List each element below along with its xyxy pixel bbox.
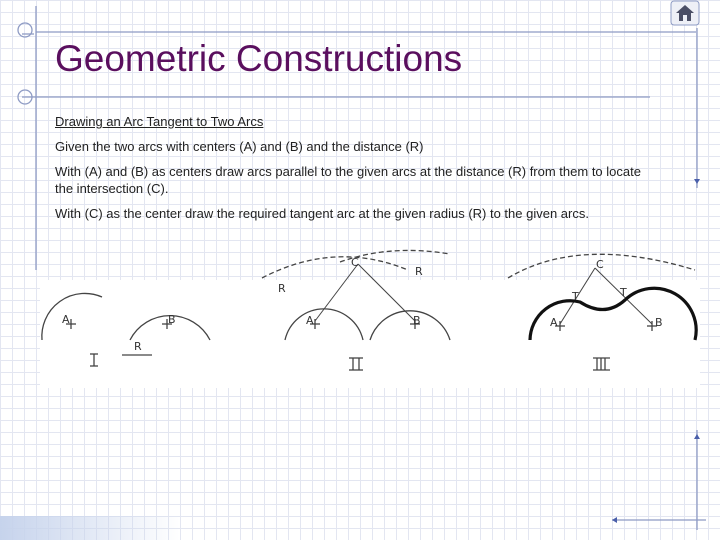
paragraph-parallel-arcs: With (A) and (B) as centers draw arcs parallel to the given arcs at the distance (R) from them to locate the intersection (C). (55, 164, 641, 196)
label-b-1: B (168, 313, 176, 326)
label-t-3b: T (620, 286, 627, 299)
home-icon (670, 0, 700, 26)
parallel-arc-a (262, 257, 408, 278)
home-button[interactable] (670, 0, 700, 26)
label-a-3: A (550, 316, 558, 329)
label-a-1: A (62, 313, 70, 326)
bottom-accent-bar (0, 516, 180, 540)
figure-background (40, 280, 700, 388)
section-heading: Drawing an Arc Tangent to Two Arcs (55, 114, 264, 129)
slide-title: Geometric Constructions (55, 38, 463, 79)
label-a-2: A (306, 314, 314, 327)
label-b-3: B (655, 316, 663, 329)
label-b-2: B (413, 314, 421, 327)
label-c-3: C (596, 258, 604, 271)
paragraph-tangent-arc: With (C) as the center draw the required tangent arc at the given radius (R) to the given arcs. (55, 206, 589, 221)
slide-body (55, 113, 655, 230)
label-r-2a: R (415, 265, 423, 278)
label-t-3a: T (572, 290, 579, 303)
tangent-arc-figure (40, 240, 700, 390)
label-r-2b: R (278, 282, 286, 295)
label-c-2: C (351, 256, 359, 269)
label-r-1: R (134, 340, 142, 353)
paragraph-given: Given the two arcs with centers (A) and (B) and the distance (R) (55, 139, 424, 154)
